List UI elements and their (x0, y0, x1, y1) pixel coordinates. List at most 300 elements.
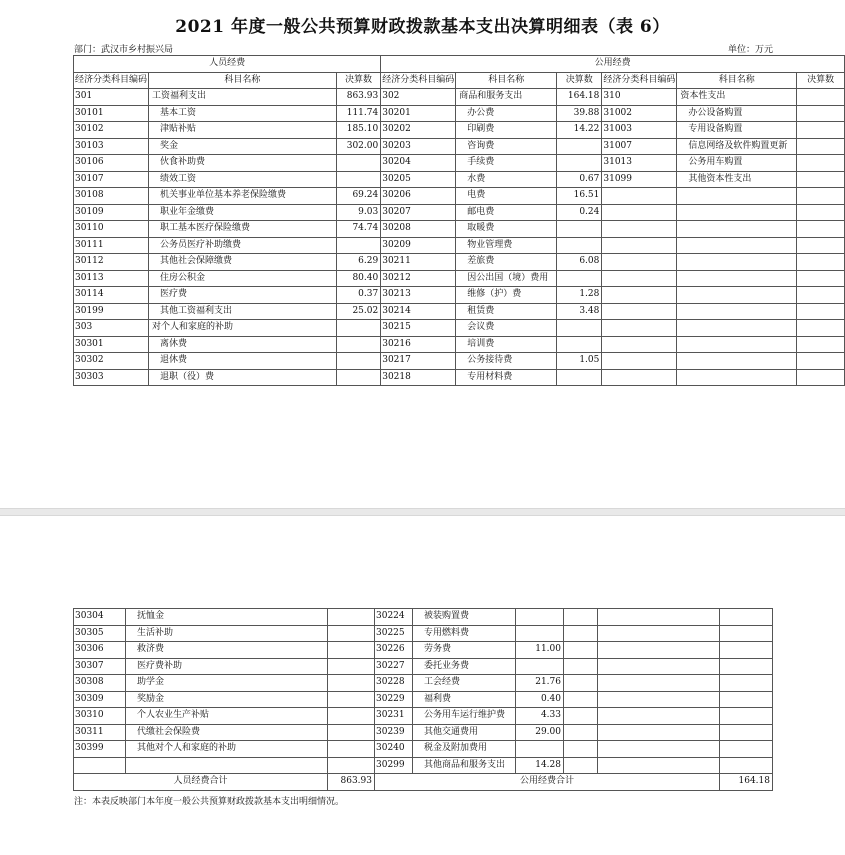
capital-name-cell (598, 675, 720, 692)
public-amount-cell (557, 221, 602, 238)
personnel-name-cell: 绩效工资 (149, 171, 337, 188)
personnel-name-cell: 职业年金缴费 (149, 204, 337, 221)
capital-name-cell (598, 609, 720, 626)
table-row (74, 724, 773, 741)
personnel-name-header: 科目名称 (149, 72, 337, 89)
table-row (74, 188, 845, 205)
table-header (74, 56, 845, 89)
public-total-label: 公用经费合计 (375, 774, 720, 791)
personnel-name-cell: 离休费 (149, 336, 337, 353)
personnel-amount-cell: 80.40 (336, 270, 380, 287)
personnel-amount-cell (328, 724, 375, 741)
capital-name-cell (677, 336, 797, 353)
capital-amount-cell (720, 691, 773, 708)
personnel-name-cell: 其他工资福利支出 (149, 303, 337, 320)
personnel-amount-cell (328, 691, 375, 708)
personnel-code-cell: 30101 (74, 105, 149, 122)
capital-code-cell (564, 757, 598, 774)
capital-amount-cell (797, 138, 845, 155)
capital-name-cell (677, 204, 797, 221)
public-code-cell: 30231 (375, 708, 413, 725)
personnel-code-cell: 30399 (74, 741, 126, 758)
public-amount-cell: 39.88 (557, 105, 602, 122)
personnel-code-cell: 30304 (74, 609, 126, 626)
public-code-cell: 30227 (375, 658, 413, 675)
page-two (0, 516, 845, 855)
personnel-amount-header: 决算数 (336, 72, 380, 89)
public-name-cell: 培训费 (456, 336, 557, 353)
personnel-amount-cell: 863.93 (336, 89, 380, 106)
personnel-code-cell: 30306 (74, 642, 126, 659)
personnel-code-cell: 30303 (74, 369, 149, 386)
public-name-cell: 因公出国（境）费用 (456, 270, 557, 287)
capital-code-cell (564, 741, 598, 758)
public-code-cell: 30202 (381, 122, 456, 139)
public-code-cell: 30209 (381, 237, 456, 254)
table-row (74, 237, 845, 254)
personnel-code-cell: 30108 (74, 188, 149, 205)
public-name-cell: 税金及附加费用 (413, 741, 516, 758)
public-name-cell: 取暖费 (456, 221, 557, 238)
personnel-code-cell: 30301 (74, 336, 149, 353)
capital-code-cell (602, 369, 677, 386)
public-amount-cell: 164.18 (557, 89, 602, 106)
capital-amount-cell (797, 171, 845, 188)
capital-code-cell (564, 609, 598, 626)
personnel-code-cell: 30109 (74, 204, 149, 221)
capital-code-cell (564, 625, 598, 642)
personnel-amount-cell (328, 642, 375, 659)
personnel-name-cell: 其他对个人和家庭的补助 (126, 741, 328, 758)
personnel-code-cell (74, 757, 126, 774)
personnel-amount-cell: 69.24 (336, 188, 380, 205)
capital-name-cell: 专用设备购置 (677, 122, 797, 139)
table-row (74, 658, 773, 675)
capital-name-cell (598, 757, 720, 774)
capital-code-cell: 31003 (602, 122, 677, 139)
capital-amount-cell (797, 204, 845, 221)
capital-code-cell (564, 724, 598, 741)
public-amount-cell (557, 369, 602, 386)
public-code-cell: 30212 (381, 270, 456, 287)
capital-name-cell (677, 353, 797, 370)
personnel-amount-cell (328, 609, 375, 626)
capital-code-cell (602, 287, 677, 304)
personnel-amount-cell: 185.10 (336, 122, 380, 139)
personnel-code-cell: 303 (74, 320, 149, 337)
public-amount-cell (516, 609, 564, 626)
table-row (74, 204, 845, 221)
public-name-cell: 商品和服务支出 (456, 89, 557, 106)
table-row (74, 303, 845, 320)
personnel-name-cell: 津贴补贴 (149, 122, 337, 139)
capital-code-cell (602, 237, 677, 254)
personnel-code-cell: 30199 (74, 303, 149, 320)
public-amount-cell (516, 741, 564, 758)
public-name-cell: 专用燃料费 (413, 625, 516, 642)
capital-code-cell (564, 642, 598, 659)
capital-code-cell (602, 270, 677, 287)
public-header: 公用经费 (381, 56, 845, 73)
capital-code-cell (602, 204, 677, 221)
capital-amount-header: 决算数 (797, 72, 845, 89)
personnel-amount-cell (328, 625, 375, 642)
public-amount-header: 决算数 (557, 72, 602, 89)
capital-amount-cell (797, 105, 845, 122)
personnel-amount-cell (336, 353, 380, 370)
public-amount-cell (557, 237, 602, 254)
public-code-cell: 30226 (375, 642, 413, 659)
personnel-amount-cell (328, 741, 375, 758)
public-code-cell: 30215 (381, 320, 456, 337)
public-code-cell: 30239 (375, 724, 413, 741)
public-code-cell: 30205 (381, 171, 456, 188)
personnel-amount-cell: 9.03 (336, 204, 380, 221)
capital-name-cell (677, 287, 797, 304)
capital-code-cell (564, 691, 598, 708)
personnel-name-cell: 退休费 (149, 353, 337, 370)
table-row (74, 609, 773, 626)
capital-amount-cell (720, 724, 773, 741)
personnel-name-cell: 公务员医疗补助缴费 (149, 237, 337, 254)
table-row (74, 691, 773, 708)
capital-amount-cell (797, 254, 845, 271)
personnel-total-value: 863.93 (328, 774, 375, 791)
public-amount-cell: 16.51 (557, 188, 602, 205)
personnel-name-cell: 生活补助 (126, 625, 328, 642)
public-amount-cell: 1.05 (557, 353, 602, 370)
table-row (74, 642, 773, 659)
public-name-cell: 差旅费 (456, 254, 557, 271)
personnel-name-cell: 其他社会保障缴费 (149, 254, 337, 271)
personnel-name-cell: 救济费 (126, 642, 328, 659)
public-amount-cell: 1.28 (557, 287, 602, 304)
public-amount-cell: 14.28 (516, 757, 564, 774)
personnel-amount-cell (336, 336, 380, 353)
personnel-code-cell: 30309 (74, 691, 126, 708)
table-row (74, 138, 845, 155)
public-amount-cell: 0.67 (557, 171, 602, 188)
public-name-cell: 劳务费 (413, 642, 516, 659)
personnel-amount-cell (336, 237, 380, 254)
page-break (0, 508, 845, 516)
public-amount-cell (557, 320, 602, 337)
table-row (74, 270, 845, 287)
capital-amount-cell (720, 658, 773, 675)
capital-amount-cell (797, 303, 845, 320)
capital-amount-cell (720, 757, 773, 774)
capital-amount-cell (720, 642, 773, 659)
capital-name-cell: 办公设备购置 (677, 105, 797, 122)
personnel-code-header: 经济分类科目编码 (74, 72, 149, 89)
capital-name-cell (598, 708, 720, 725)
capital-name-cell (598, 741, 720, 758)
capital-amount-cell (797, 320, 845, 337)
public-amount-cell: 21.76 (516, 675, 564, 692)
public-amount-cell (557, 155, 602, 172)
public-amount-cell (516, 625, 564, 642)
public-name-cell: 邮电费 (456, 204, 557, 221)
personnel-code-cell: 301 (74, 89, 149, 106)
public-code-cell: 30299 (375, 757, 413, 774)
personnel-name-cell: 工资福利支出 (149, 89, 337, 106)
capital-amount-cell (797, 270, 845, 287)
public-name-cell: 工会经费 (413, 675, 516, 692)
table-row (74, 122, 845, 139)
capital-name-cell: 资本性支出 (677, 89, 797, 106)
personnel-amount-cell: 111.74 (336, 105, 380, 122)
table-body-page-two (74, 609, 773, 774)
table-row (74, 757, 773, 774)
personnel-code-cell: 30106 (74, 155, 149, 172)
personnel-code-cell: 30107 (74, 171, 149, 188)
public-amount-cell (516, 658, 564, 675)
public-code-cell: 30240 (375, 741, 413, 758)
capital-amount-cell (720, 741, 773, 758)
capital-code-cell (602, 221, 677, 238)
public-name-cell: 维修（护）费 (456, 287, 557, 304)
capital-name-cell (677, 303, 797, 320)
capital-name-cell (598, 642, 720, 659)
capital-code-cell (602, 303, 677, 320)
capital-amount-cell (797, 237, 845, 254)
expenditure-table-continued (73, 608, 773, 791)
capital-code-cell: 31099 (602, 171, 677, 188)
public-amount-cell (557, 336, 602, 353)
public-name-cell: 委托业务费 (413, 658, 516, 675)
personnel-amount-cell: 74.74 (336, 221, 380, 238)
capital-amount-cell (797, 369, 845, 386)
public-name-cell: 福利费 (413, 691, 516, 708)
personnel-amount-cell (328, 658, 375, 675)
capital-amount-cell (797, 336, 845, 353)
personnel-code-cell: 30102 (74, 122, 149, 139)
public-code-cell: 30206 (381, 188, 456, 205)
personnel-name-cell: 助学金 (126, 675, 328, 692)
public-total-value: 164.18 (720, 774, 773, 791)
capital-amount-cell (797, 89, 845, 106)
personnel-code-cell: 30310 (74, 708, 126, 725)
public-code-cell: 302 (381, 89, 456, 106)
personnel-amount-cell (336, 320, 380, 337)
table-row (74, 254, 845, 271)
capital-code-cell (564, 675, 598, 692)
personnel-name-cell: 奖励金 (126, 691, 328, 708)
public-amount-cell: 0.24 (557, 204, 602, 221)
public-code-cell: 30203 (381, 138, 456, 155)
personnel-code-cell: 30307 (74, 658, 126, 675)
public-amount-cell: 14.22 (557, 122, 602, 139)
public-name-cell: 电费 (456, 188, 557, 205)
department-label: 部门：武汉市乡村振兴局 (74, 45, 174, 55)
capital-name-cell (677, 254, 797, 271)
capital-code-cell: 31013 (602, 155, 677, 172)
capital-code-cell (602, 188, 677, 205)
table-row (74, 741, 773, 758)
public-name-cell: 其他商品和服务支出 (413, 757, 516, 774)
public-code-header: 经济分类科目编码 (381, 72, 456, 89)
capital-code-cell: 310 (602, 89, 677, 106)
capital-name-cell (677, 369, 797, 386)
table-row (74, 708, 773, 725)
capital-amount-cell (720, 675, 773, 692)
personnel-code-cell: 30311 (74, 724, 126, 741)
public-amount-cell: 0.40 (516, 691, 564, 708)
capital-name-cell (677, 320, 797, 337)
table-row (74, 155, 845, 172)
capital-name-cell: 其他资本性支出 (677, 171, 797, 188)
capital-code-cell (602, 353, 677, 370)
personnel-name-cell: 抚恤金 (126, 609, 328, 626)
public-amount-cell: 4.33 (516, 708, 564, 725)
personnel-code-cell: 30112 (74, 254, 149, 271)
table-row (74, 287, 845, 304)
public-name-header: 科目名称 (456, 72, 557, 89)
public-code-cell: 30213 (381, 287, 456, 304)
table-row (74, 675, 773, 692)
public-amount-cell (557, 138, 602, 155)
personnel-total-label: 人员经费合计 (74, 774, 328, 791)
public-code-cell: 30201 (381, 105, 456, 122)
public-name-cell: 公务接待费 (456, 353, 557, 370)
personnel-name-cell (126, 757, 328, 774)
personnel-name-cell: 医疗费 (149, 287, 337, 304)
personnel-name-cell: 退职（役）费 (149, 369, 337, 386)
public-name-cell: 办公费 (456, 105, 557, 122)
capital-amount-cell (720, 625, 773, 642)
personnel-amount-cell (336, 171, 380, 188)
footnote: 注：本表反映部门本年度一般公共预算财政拨款基本支出明细情况。 (74, 797, 345, 807)
capital-code-cell (602, 336, 677, 353)
personnel-name-cell: 医疗费补助 (126, 658, 328, 675)
capital-code-cell (564, 708, 598, 725)
capital-code-cell (564, 658, 598, 675)
table-row (74, 369, 845, 386)
table-row (74, 336, 845, 353)
capital-code-cell: 31007 (602, 138, 677, 155)
capital-code-header: 经济分类科目编码 (602, 72, 677, 89)
public-name-cell: 物业管理费 (456, 237, 557, 254)
personnel-code-cell: 30103 (74, 138, 149, 155)
public-code-cell: 30207 (381, 204, 456, 221)
personnel-code-cell: 30110 (74, 221, 149, 238)
personnel-name-cell: 机关事业单位基本养老保险缴费 (149, 188, 337, 205)
public-code-cell: 30228 (375, 675, 413, 692)
personnel-amount-cell (336, 155, 380, 172)
personnel-amount-cell: 302.00 (336, 138, 380, 155)
table-row (74, 320, 845, 337)
public-code-cell: 30204 (381, 155, 456, 172)
table-totals (74, 774, 773, 791)
capital-name-cell (598, 724, 720, 741)
public-name-cell: 印刷费 (456, 122, 557, 139)
public-code-cell: 30208 (381, 221, 456, 238)
capital-name-cell (598, 658, 720, 675)
public-code-cell: 30224 (375, 609, 413, 626)
personnel-header: 人员经费 (74, 56, 381, 73)
table-row (74, 171, 845, 188)
capital-name-cell (598, 691, 720, 708)
capital-amount-cell (797, 122, 845, 139)
personnel-code-cell: 30111 (74, 237, 149, 254)
personnel-name-cell: 伙食补助费 (149, 155, 337, 172)
personnel-amount-cell: 25.02 (336, 303, 380, 320)
public-code-cell: 30211 (381, 254, 456, 271)
public-name-cell: 租赁费 (456, 303, 557, 320)
public-name-cell: 水费 (456, 171, 557, 188)
personnel-name-cell: 基本工资 (149, 105, 337, 122)
personnel-name-cell: 奖金 (149, 138, 337, 155)
personnel-code-cell: 30114 (74, 287, 149, 304)
personnel-name-cell: 个人农业生产补贴 (126, 708, 328, 725)
personnel-name-cell: 住房公积金 (149, 270, 337, 287)
capital-code-cell (602, 254, 677, 271)
capital-name-cell (677, 237, 797, 254)
personnel-amount-cell (328, 708, 375, 725)
personnel-code-cell: 30113 (74, 270, 149, 287)
table-row (74, 89, 845, 106)
capital-amount-cell (720, 609, 773, 626)
capital-amount-cell (720, 708, 773, 725)
public-name-cell: 公务用车运行维护费 (413, 708, 516, 725)
personnel-amount-cell: 6.29 (336, 254, 380, 271)
public-name-cell: 会议费 (456, 320, 557, 337)
report-title: 2021 年度一般公共预算财政拨款基本支出决算明细表（表 6） (175, 17, 670, 37)
expenditure-table (73, 55, 845, 386)
capital-amount-cell (797, 155, 845, 172)
public-code-cell: 30229 (375, 691, 413, 708)
personnel-code-cell: 30308 (74, 675, 126, 692)
personnel-amount-cell (328, 675, 375, 692)
table-body-page-one (74, 89, 845, 386)
table-row (74, 625, 773, 642)
capital-amount-cell (797, 353, 845, 370)
capital-amount-cell (797, 188, 845, 205)
capital-name-cell (677, 188, 797, 205)
public-name-cell: 被装购置费 (413, 609, 516, 626)
personnel-name-cell: 代缴社会保险费 (126, 724, 328, 741)
capital-name-header: 科目名称 (677, 72, 797, 89)
public-name-cell: 其他交通费用 (413, 724, 516, 741)
table-row (74, 105, 845, 122)
public-amount-cell (557, 270, 602, 287)
personnel-name-cell: 对个人和家庭的补助 (149, 320, 337, 337)
capital-name-cell (677, 221, 797, 238)
table-row (74, 353, 845, 370)
public-code-cell: 30216 (381, 336, 456, 353)
capital-amount-cell (797, 287, 845, 304)
capital-amount-cell (797, 221, 845, 238)
public-amount-cell: 3.48 (557, 303, 602, 320)
public-amount-cell: 6.08 (557, 254, 602, 271)
personnel-code-cell: 30305 (74, 625, 126, 642)
table-row (74, 221, 845, 238)
capital-name-cell: 信息网络及软件购置更新 (677, 138, 797, 155)
personnel-amount-cell: 0.37 (336, 287, 380, 304)
capital-name-cell (677, 270, 797, 287)
capital-name-cell (598, 625, 720, 642)
public-name-cell: 手续费 (456, 155, 557, 172)
public-code-cell: 30225 (375, 625, 413, 642)
public-name-cell: 专用材料费 (456, 369, 557, 386)
public-amount-cell: 11.00 (516, 642, 564, 659)
capital-name-cell: 公务用车购置 (677, 155, 797, 172)
personnel-code-cell: 30302 (74, 353, 149, 370)
public-code-cell: 30214 (381, 303, 456, 320)
personnel-amount-cell (336, 369, 380, 386)
capital-code-cell: 31002 (602, 105, 677, 122)
public-code-cell: 30217 (381, 353, 456, 370)
